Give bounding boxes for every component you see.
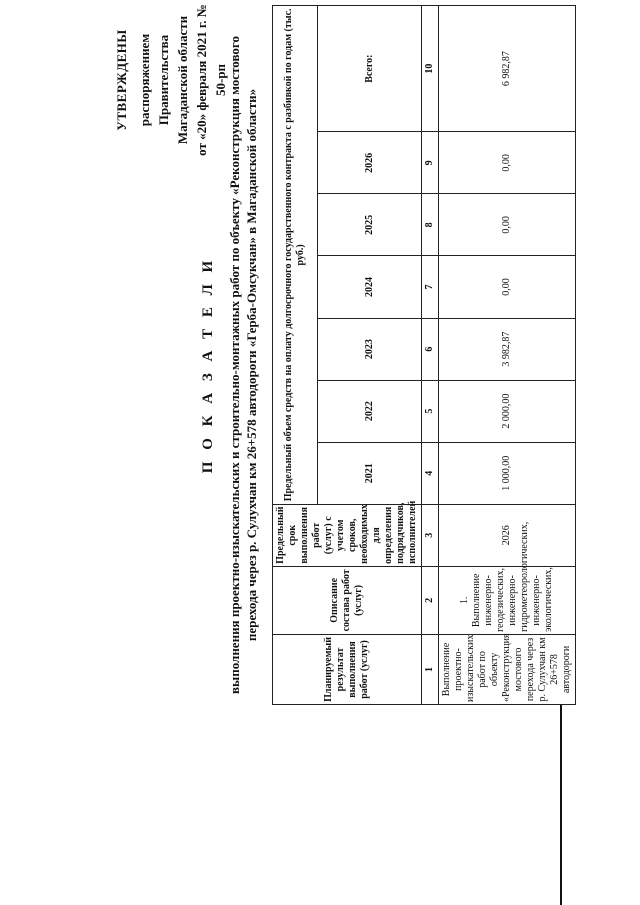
approval-heading: УТВЕРЖДЕНЫ	[114, 29, 129, 131]
page-divider-line	[560, 705, 562, 905]
cell-value-2026: 0,00	[439, 132, 576, 194]
header-year: 2026	[318, 132, 422, 194]
header-deadline: Предельный срок выполнения работ (услуг) с учетом сроков, необходимых для определения подрядчиков, исполнителей	[273, 504, 422, 566]
header-year: 2022	[318, 380, 422, 442]
approval-block	[112, 0, 230, 165]
table-number-row	[422, 6, 439, 705]
subtitle-line-2: перехода через р. Сулухчан км 26+578 автодороги «Герба-Омсукчан» в Магаданской области»	[244, 88, 259, 642]
document-subtitle	[226, 25, 260, 705]
header-year: 2024	[318, 256, 422, 318]
cell-work-description: 1. Выполнение инженерно-геодезических, инженерно-гидрометеорологических, инженерно-экологических,	[439, 566, 576, 634]
document-title: П О К А З А Т Е Л И	[200, 256, 216, 474]
header-year: 2025	[318, 194, 422, 256]
approval-line-1: распоряжением Правительства	[137, 33, 171, 127]
header-work-description: Описание состава работ (услуг)	[273, 566, 422, 634]
cell-value-total: 6 982,87	[439, 6, 576, 132]
header-year: 2023	[318, 318, 422, 380]
table-row	[439, 6, 576, 705]
column-number: 8	[422, 194, 439, 256]
approval-line-3: от «20» февраля 2021 г. № 50-рп	[194, 4, 228, 156]
header-planned-result: Планируемый результат выполнения работ (услуг)	[273, 634, 422, 704]
column-number: 9	[422, 132, 439, 194]
column-number: 7	[422, 256, 439, 318]
header-year: 2021	[318, 442, 422, 504]
cell-planned-result: Выполнение проектно-изыскательских работ по объекту «Реконструкция мостового перехода через р. Сулухчан км 26+578 автодороги	[439, 634, 576, 704]
cell-deadline: 2026	[439, 504, 576, 566]
column-number: 3	[422, 504, 439, 566]
column-number: 5	[422, 380, 439, 442]
cell-value-2024: 0,00	[439, 256, 576, 318]
indicators-table	[272, 5, 576, 705]
header-total: Всего:	[318, 6, 422, 132]
cell-value-2025: 0,00	[439, 194, 576, 256]
column-number: 6	[422, 318, 439, 380]
table-header-row	[273, 6, 318, 705]
subtitle-line-1: выполнения проектно-изыскательских и строительно-монтажных работ по объекту «Реконструкция мостового	[227, 36, 242, 694]
header-funding-group: Предельный объем средств на оплату долгосрочного государственного контракта с разбивкой по годам (тыс. руб.)	[273, 6, 318, 505]
cell-value-2023: 3 982,87	[439, 318, 576, 380]
cell-value-2021: 1 000,00	[439, 442, 576, 504]
approval-line-2: Магаданской области	[175, 15, 190, 145]
column-number: 2	[422, 566, 439, 634]
column-number: 4	[422, 442, 439, 504]
cell-value-2022: 2 000,00	[439, 380, 576, 442]
column-number: 1	[422, 634, 439, 704]
column-number: 10	[422, 6, 439, 132]
